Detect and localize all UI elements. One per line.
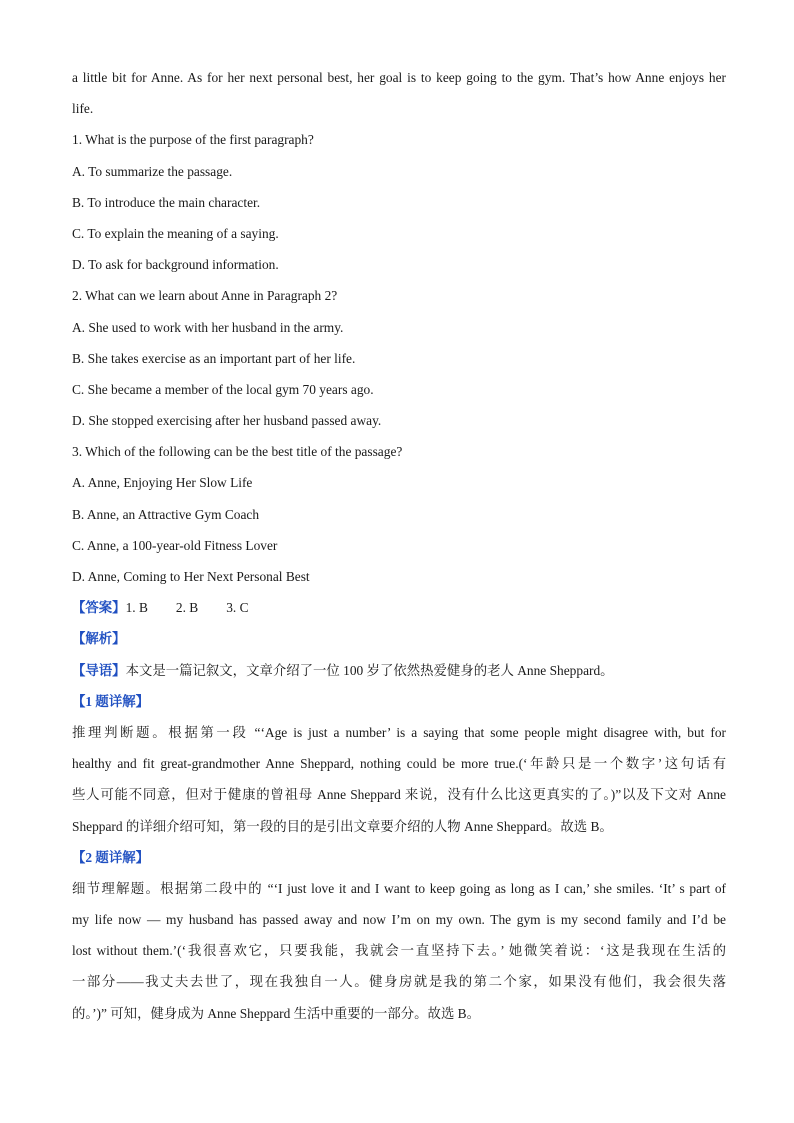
option-a: A. She used to work with her husband in the army.: [72, 319, 344, 335]
option-d: D. Anne, Coming to Her Next Personal Best: [72, 569, 310, 584]
option-c: C. She became a member of the local gym 70 years ago.: [72, 381, 374, 397]
q1-detail-line: healthy and fit great-grandmother Anne Sheppard, nothing could be more true.(‘年龄只是一个数字’这句话有: [72, 756, 726, 772]
option-b: B. Anne, an Attractive Gym Coach: [72, 506, 260, 522]
option-c: C. To explain the meaning of a saying.: [72, 225, 279, 241]
document-page: [72, 62, 726, 1029]
q1-detail-heading: [72, 686, 726, 717]
answer-3: 3. C: [226, 600, 249, 616]
option-b: B. She takes exercise as an important part of her life.: [72, 350, 356, 366]
question-stem: 2. What can we learn about Anne in Paragraph 2?: [72, 288, 338, 304]
option-b: B. To introduce the main character.: [72, 194, 261, 210]
q2-detail-line: 一部分——我丈夫去世了，现在我独自一人。健身房就是我的第二个家，如果没有他们，我会很失落: [72, 974, 726, 990]
question-stem: 1. What is the purpose of the first paragraph?: [72, 132, 314, 148]
analysis-label: 【解析】: [72, 631, 126, 647]
option-a: A. Anne, Enjoying Her Slow Life: [72, 475, 253, 491]
guide-line: [72, 655, 726, 686]
guide-label: 【导语】: [72, 662, 126, 678]
question-3: [72, 436, 726, 592]
passage-closing-line-1: a little bit for Anne. As for her next personal best, her goal is to keep going to the gym. That’s how Anne enjoys her: [72, 70, 726, 85]
answer-label: 【答案】: [72, 600, 126, 616]
q1-detail-line: Sheppard 的详细介绍可知，第一段的目的是引出文章要介绍的人物 Anne Sheppard。故选 B。: [72, 818, 613, 834]
q2-detail-line: my life now — my husband has passed away and now I’m on my own. The gym is my second family and I’d be: [72, 912, 726, 928]
q2-detail-line: lost without them.’(‘我很喜欢它，只要我能，我就会一直坚持下去。’ 她微笑着说：‘这是我现在生活的: [72, 943, 726, 959]
guide-text: 本文是一篇记叙文，文章介绍了一位 100 岁了依然热爱健身的老人 Anne Sheppard。: [125, 662, 614, 678]
question-2: [72, 280, 726, 436]
answer-2: 2. B: [175, 600, 199, 616]
answer-1: 1. B: [125, 600, 148, 616]
passage-closing-line-2: life.: [72, 101, 94, 117]
q2-detail-line: 细节理解题。根据第二段中的 “‘I just love it and I want to keep going as long as I can,’ she smiles. ‘It’ s part of: [72, 880, 726, 896]
option-c: C. Anne, a 100-year-old Fitness Lover: [72, 537, 278, 553]
q2-detail-line: 的。’)” 可知，健身成为 Anne Sheppard 生活中重要的一部分。故选 B。: [72, 1005, 481, 1021]
q1-detail-line: 推理判断题。根据第一段 “‘Age is just a number’ is a saying that some people might disagree with, but for: [72, 724, 726, 740]
option-d: D. To ask for background information.: [72, 257, 279, 273]
q2-detail-label: 【2 题详解】: [72, 849, 149, 865]
answer-line: [72, 592, 726, 623]
analysis-heading: [72, 623, 726, 654]
question-stem: 3. Which of the following can be the best title of the passage?: [72, 444, 403, 460]
option-d: D. She stopped exercising after her husband passed away.: [72, 413, 382, 429]
option-a: A. To summarize the passage.: [72, 163, 233, 179]
q1-detail-label: 【1 题详解】: [72, 693, 149, 709]
q1-detail-line: 些人可能不同意，但对于健康的曾祖母 Anne Sheppard 来说，没有什么比这更真实的了。)”以及下文对 Anne: [72, 787, 726, 803]
question-1: [72, 124, 726, 280]
q2-detail-heading: [72, 842, 726, 873]
